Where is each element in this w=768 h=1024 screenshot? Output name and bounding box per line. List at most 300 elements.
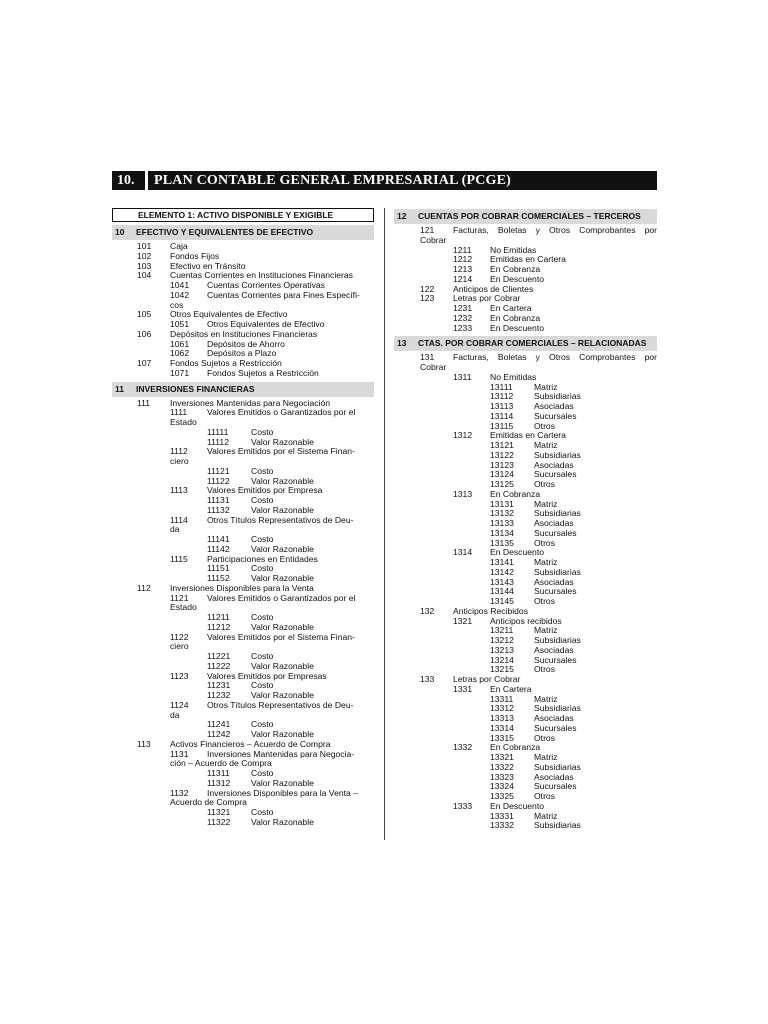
account-name: Activos Financieros – Acuerdo de Compra [170,738,331,749]
account-code: 13131 [490,498,514,509]
account-code: 1124 [170,699,189,710]
account-list [394,353,657,831]
account-code: 1123 [170,670,189,681]
account-line [394,812,657,822]
account-name: Otros Títulos Representativos de Deu- [207,699,354,710]
account-line [394,470,657,480]
account-line [394,704,657,714]
account-name: Costo [251,495,274,505]
account-code: 13315 [490,732,514,743]
account-name: Matriz [534,810,558,821]
account-list [394,226,657,333]
account-line [394,509,657,519]
account-name: Sucursales [534,781,577,792]
account-name: Costo [251,465,274,476]
account-name: Inversiones Disponibles para la Venta – [207,787,358,798]
account-name: Otros [534,537,556,548]
account-line [394,441,657,451]
account-code: 13124 [490,469,514,480]
account-code: 106 [137,328,152,339]
account-line [394,821,657,831]
account-name: Costo [251,768,274,778]
account-code: 105 [137,309,152,320]
account-name: Fondos Sujetos a Restricción [207,367,319,378]
account-line [394,412,657,422]
account-code: 13215 [490,664,514,675]
account-name: da [170,524,180,535]
account-line [112,720,374,730]
account-line [112,525,374,535]
account-name: Inversiones Mantenidas para Negocia- [207,748,355,759]
account-code: 13212 [490,635,514,645]
section-header-13 [394,336,657,351]
account-name: Cuentas Corrientes para Fines Específi- [207,289,360,300]
account-name: Valor Razonable [251,777,314,788]
account-code: 11122 [207,475,230,486]
account-name: Subsidiarias [534,635,581,645]
account-name: Inversiones Disponibles para la Venta [170,582,314,593]
account-code: 1232 [453,312,473,323]
account-name: Valores Emitidos por el Sistema Finan- [207,446,355,457]
account-name: ción – Acuerdo de Compra [170,758,272,769]
account-name: Matriz [534,381,558,392]
account-name: Valor Razonable [251,504,314,515]
account-code: 1314 [453,547,473,558]
account-code: 102 [137,250,152,261]
account-code: 13332 [490,820,514,831]
account-name: Subsidiarias [534,391,581,402]
account-code: 1114 [170,514,188,525]
account-line [394,714,657,724]
account-name: Otros [534,732,556,743]
account-code: 1132 [170,787,189,798]
account-code: 1332 [453,742,473,753]
account-code: 1115 [170,553,188,564]
account-code: 1313 [453,488,473,499]
account-line [394,324,657,334]
account-code: 11322 [207,816,231,827]
account-name: Otros [534,791,556,801]
account-line [394,402,657,412]
account-code: 1071 [170,367,190,378]
account-name: Subsidiarias [534,703,581,714]
account-line [112,642,374,652]
account-code: 1111 [170,407,188,418]
account-line [394,802,657,812]
account-code: 13132 [490,508,514,519]
account-name: Letras por Cobrar [453,293,521,304]
account-line [112,408,374,418]
account-name: Caja [170,241,188,251]
account-code: 11121 [207,465,230,476]
account-code: 13114 [490,410,514,421]
account-name: Valores Emitidos o Garantizados por el [207,592,356,603]
account-code: 11321 [207,807,231,817]
account-code: 13331 [490,810,514,821]
account-line [112,672,374,682]
account-name: Matriz [534,557,558,567]
account-line [394,519,657,529]
account-name: Sucursales [534,410,577,421]
account-name: Fondos Fijos [170,250,220,261]
account-code: 11211 [207,612,230,622]
account-code: 1214 [453,273,473,284]
account-name: Emitidas en Cartera [490,254,566,265]
page-header [112,171,657,190]
account-code: 132 [420,605,435,616]
account-line [112,447,374,457]
account-line [112,496,374,506]
account-name: Costo [251,612,274,622]
account-line [394,392,657,402]
account-line [112,681,374,691]
account-name: En Cobranza [490,742,541,753]
account-name: Participaciones en Entidades [207,553,318,564]
account-line [112,486,374,496]
account-name: Asociadas [534,771,574,782]
account-name: Sucursales [534,654,577,665]
account-name: Valor Razonable [251,660,314,671]
account-line [394,568,657,578]
account-name: Costo [251,680,274,691]
account-name: Valor Razonable [251,690,314,700]
account-name: ciero [170,456,189,466]
account-name: Valores Emitidos por el Sistema Finan- [207,631,355,642]
account-name: Otros [534,596,556,606]
account-code: 11242 [207,729,231,739]
account-line [394,490,657,500]
section-header-11 [112,382,374,397]
account-line [112,603,374,613]
account-line [112,818,374,828]
account-list [112,242,374,379]
account-name: Estado [170,602,197,613]
account-name: En Descuento [490,273,544,284]
account-name: Otros Títulos Representativos de Deu- [207,514,354,525]
account-name: da [170,709,180,720]
account-line [112,291,374,301]
account-code: 1051 [170,319,190,329]
account-code: 1312 [453,430,473,441]
account-name: Valor Razonable [251,729,314,739]
account-name: Asociadas [534,518,574,528]
account-code: 13313 [490,713,514,723]
account-name: Sucursales [534,586,577,597]
account-line [394,646,657,656]
account-name: Anticipos recibidos [490,615,562,626]
account-line [112,418,374,428]
account-name: Sucursales [534,722,577,733]
section-number: 11 [115,383,124,394]
account-code: 13213 [490,644,514,655]
account-code: 121 [420,225,435,235]
account-name: No Emitidas [490,371,537,382]
account-code: 111 [137,397,151,408]
account-line [394,500,657,510]
account-name: En Cobranza [490,488,541,499]
account-code: 13142 [490,566,514,577]
account-line [394,383,657,393]
account-code: 13125 [490,479,514,489]
account-line [112,564,374,574]
account-name: Matriz [534,625,558,636]
section-header-12 [394,209,657,224]
account-code: 13111 [490,381,513,392]
account-code: 1121 [170,592,189,603]
account-line [112,808,374,818]
account-line [394,548,657,558]
account-code: 11222 [207,660,231,671]
account-name: Inversiones Mantenidas para Negociación [170,397,331,408]
account-code: 1333 [453,800,473,811]
account-code: 113 [137,738,151,749]
account-code: 11131 [207,495,230,505]
account-name: En Descuento [490,547,544,558]
account-line [394,617,657,627]
account-code: 13314 [490,722,514,733]
account-code: 103 [137,260,152,271]
left-column [112,208,374,830]
account-line [112,769,374,779]
account-code: 131 [420,352,435,363]
account-name: Emitidas en Cartera [490,430,566,441]
account-line [112,711,374,721]
account-code: 11152 [207,573,230,583]
account-name: Subsidiarias [534,761,581,772]
account-line [394,782,657,792]
account-name: Valor Razonable [251,816,314,827]
account-name: Anticipos de Clientes [453,283,534,294]
account-code: 13324 [490,781,514,792]
account-name: Anticipos Recibidos [453,605,528,616]
account-line [112,701,374,711]
account-name: Cuentas Corrientes Operativas [207,280,325,290]
account-code: 1331 [453,683,473,694]
account-name: Valores Emitidos por Empresas [207,670,327,681]
account-name: ciero [170,641,189,652]
section-title: INVERSIONES FINANCIERAS [136,383,255,394]
account-code: 13112 [490,391,514,402]
account-line [112,613,374,623]
account-name: Sucursales [534,469,577,480]
account-line [394,753,657,763]
account-code: 1213 [453,264,473,274]
account-name: Sucursales [534,527,577,538]
account-code: 133 [420,674,435,684]
account-code: 13115 [490,420,514,431]
account-name: Costo [251,807,274,817]
account-line [112,594,374,604]
account-code: 107 [137,358,152,368]
account-name: Facturas, Boletas y Otros Comprobantes por [453,352,657,363]
account-line [112,652,374,662]
account-name: Asociadas [534,401,574,411]
account-code: 1321 [453,615,473,626]
account-code: 1062 [170,348,190,359]
account-line [112,369,374,379]
account-code: 1233 [453,322,473,333]
account-code: 11232 [207,690,231,700]
account-code: 13312 [490,703,514,714]
account-code: 13143 [490,576,514,587]
account-line [394,743,657,753]
account-name: Otros Equivalentes de Efectivo [207,319,325,329]
account-name: Otros [534,479,556,489]
account-line [112,759,374,769]
account-code: 1311 [453,371,472,382]
account-name: Cuentas Corrientes en Instituciones Financieras [170,270,353,281]
account-name: Matriz [534,693,558,704]
account-name: Cobrar [420,234,447,245]
account-code: 13121 [490,440,514,450]
account-code: 13134 [490,527,514,538]
section-title: CUENTAS POR COBRAR COMERCIALES – TERCEROS [418,211,641,221]
account-name: Acuerdo de Compra [170,797,247,808]
chapter-number: 10. [112,171,145,190]
account-line [112,516,374,526]
section-title: CTAS. POR COBRAR COMERCIALES – RELACIONADAS [418,338,647,349]
account-code: 13311 [490,693,514,704]
account-code: 13113 [490,401,514,411]
account-line [394,461,657,471]
account-name: En Descuento [490,800,544,811]
account-code: 13214 [490,654,514,665]
account-code: 11111 [207,426,229,437]
account-code: 1113 [170,485,188,496]
account-name: Costo [251,651,274,661]
account-name: Matriz [534,498,558,509]
account-line [112,242,374,252]
account-name: Asociadas [534,644,574,655]
account-code: 1041 [170,280,190,290]
account-name: Matriz [534,440,558,450]
account-code: 11141 [207,534,230,544]
account-line [112,555,374,565]
account-name: Estado [170,417,197,427]
account-line [394,685,657,695]
account-code: 11221 [207,651,231,661]
account-line [394,636,657,646]
account-code: 11311 [207,768,230,778]
account-code: 13211 [490,625,514,636]
account-name: Otros [534,664,556,675]
account-name: Asociadas [534,576,574,587]
account-code: 11112 [207,436,229,447]
account-name: Fondos Sujetos a Restricción [170,358,282,368]
account-name: Valores Emitidos por Empresa [207,485,323,496]
account-code: 11132 [207,504,230,515]
account-code: 13133 [490,518,514,528]
account-line [394,626,657,636]
account-code: 11151 [207,563,230,574]
account-code: 1061 [170,338,190,349]
account-name: cos [170,299,184,310]
account-name: Valor Razonable [251,436,314,447]
account-code: 1112 [170,446,188,457]
account-code: 123 [420,293,435,304]
account-code: 1212 [453,254,473,265]
account-name: Cobrar [420,362,447,372]
account-line [394,451,657,461]
account-line [394,695,657,705]
account-name: No Emitidas [490,244,537,255]
account-name: Depósitos a Plazo [207,348,277,359]
account-line [112,457,374,467]
account-name: En Cobranza [490,264,541,274]
right-column [394,208,657,833]
account-code: 11212 [207,621,231,632]
element-title: ELEMENTO 1: ACTIVO DISPONIBLE Y EXIGIBLE [112,208,374,222]
account-line [394,529,657,539]
account-name: En Cartera [490,303,532,313]
account-line [394,763,657,773]
account-line [394,587,657,597]
section-number: 13 [397,338,407,349]
account-code: 122 [420,283,435,294]
account-name: Valores Emitidos o Garantizados por el [207,407,356,418]
account-code: 11231 [207,680,231,691]
account-line [394,773,657,783]
account-name: Valor Razonable [251,475,314,486]
account-line [394,373,657,383]
account-name: Asociadas [534,459,574,470]
account-name: Valor Razonable [251,621,314,632]
account-code: 101 [137,241,152,251]
account-code: 13122 [490,449,514,460]
account-code: 1231 [453,303,473,313]
account-code: 11241 [207,719,231,730]
account-code: 13141 [490,557,514,567]
account-code: 104 [137,270,152,281]
account-name: Valor Razonable [251,573,314,583]
account-code: 1131 [170,748,189,759]
account-name: Costo [251,719,274,730]
account-name: Subsidiarias [534,449,581,460]
account-name: Costo [251,534,274,544]
account-name: Subsidiarias [534,566,581,577]
account-code: 11142 [207,543,230,554]
account-name: Depósitos de Ahorro [207,338,285,349]
account-code: 13135 [490,537,514,548]
account-name: En Descuento [490,322,544,333]
account-name: Costo [251,563,274,574]
account-line [112,798,374,808]
account-code: 13144 [490,586,514,597]
account-line [394,578,657,588]
account-code: 13323 [490,771,514,782]
account-line [112,428,374,438]
account-code: 11312 [207,777,231,788]
account-code: 13123 [490,459,514,470]
account-line [394,431,657,441]
section-number: 12 [397,211,407,221]
account-line [112,535,374,545]
account-code: 13325 [490,791,514,801]
account-code: 13145 [490,596,514,606]
account-code: 1042 [170,289,190,300]
account-name: Subsidiarias [534,508,581,519]
column-divider [384,208,385,840]
account-line [112,633,374,643]
account-line [394,656,657,666]
account-name: Letras por Cobrar [453,674,521,684]
account-name: Matriz [534,752,558,762]
account-code: 1211 [453,244,472,255]
account-name: Subsidiarias [534,820,581,831]
account-name: En Cartera [490,683,532,694]
section-number: 10 [115,227,125,237]
account-code: 1122 [170,631,189,642]
